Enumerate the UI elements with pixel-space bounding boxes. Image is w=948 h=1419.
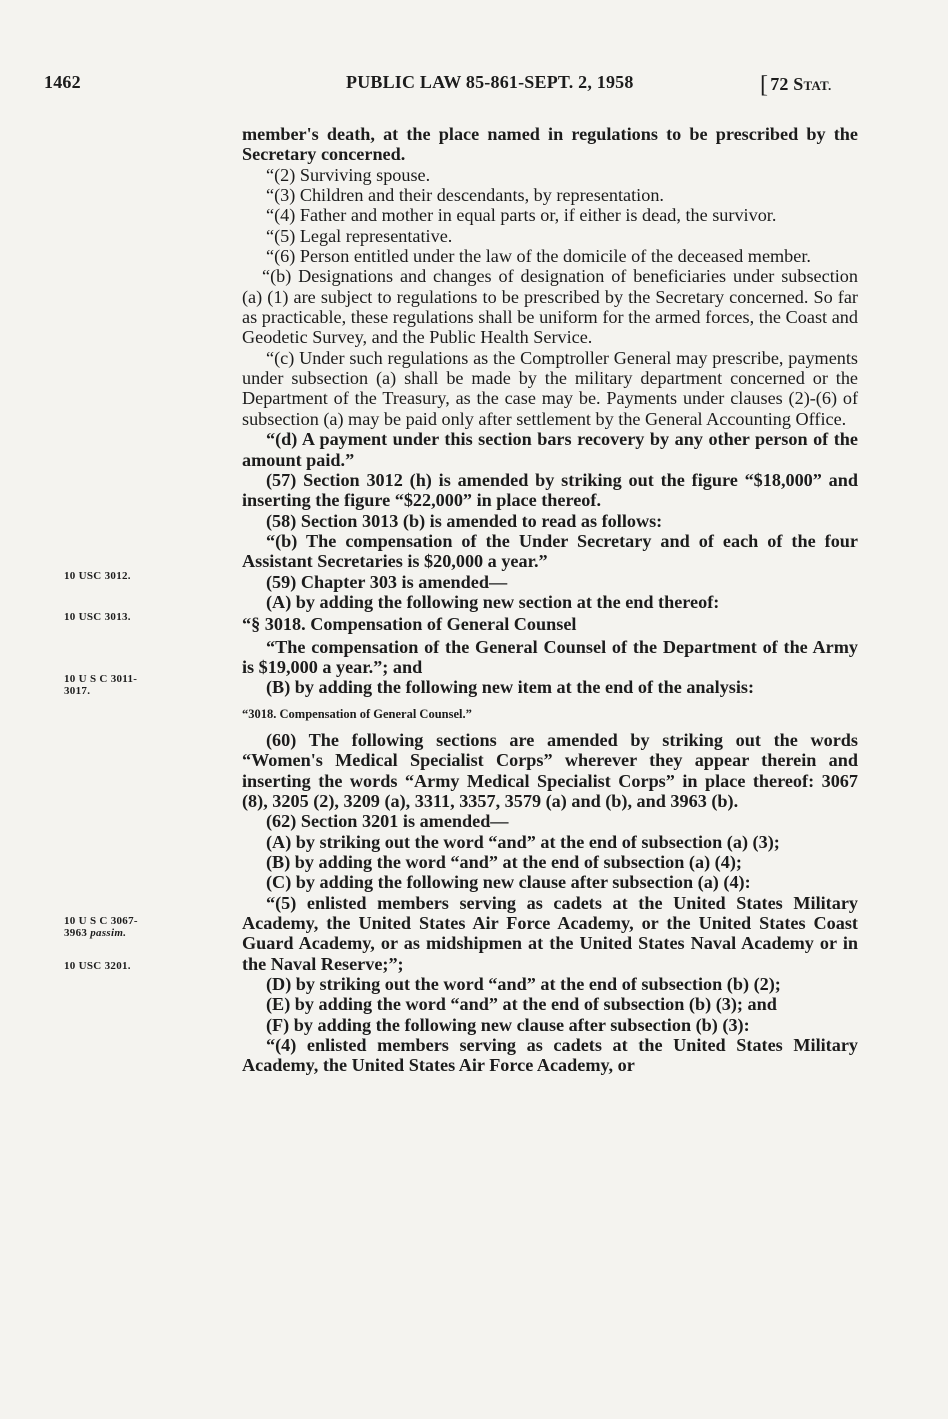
paragraph: “(6) Person entitled under the law of the domicile of the deceased member. <box>266 246 811 267</box>
paragraph: “(d) A payment under this section bars recovery by any other person of the amount paid.” <box>242 429 858 470</box>
margin-note <box>64 915 138 939</box>
paragraph: “(b) The compensation of the Under Secretary and of each of the four Assistant Secretaries is $20,000 a year.” <box>242 530 858 572</box>
paragraph: (B) by adding the following new item at the end of the analysis: <box>266 677 755 698</box>
paragraph: (C) by adding the following new clause after subsection (a) (4): <box>266 872 751 893</box>
margin-note-line: 10 U S C 3011- <box>64 673 138 685</box>
paragraph: “(5) Legal representative. <box>266 225 453 246</box>
statute-reference <box>760 72 831 99</box>
paragraph: “(2) Surviving spouse. <box>266 164 431 185</box>
page-body <box>242 124 858 1076</box>
paragraph: (58) Section 3013 (b) is amended to read as follows: <box>266 510 663 531</box>
margin-note-part: passim. <box>90 927 127 939</box>
paragraph: (60) The following sections are amended by striking out the words “Women's Medical Specialist Corps” wherever they appear therein and inserting the words “Army Medical Specialist Corps” in place thereof: 3067 (8), 3205 (2), 3209 (a), 3311, 3357, 3579 (a) and (b), and 3963 (b). <box>242 729 858 811</box>
margin-note: 10 USC 3013. <box>64 611 131 623</box>
statute-suffix: TAT. <box>803 78 832 93</box>
section-heading: “§ 3018. Compensation of General Counsel <box>242 614 577 635</box>
paragraph: member's death, at the place named in regulations to be prescribed by the Secretary concerned. <box>242 124 858 165</box>
paragraph: “(c) Under such regulations as the Comptroller General may prescribe, payments under subsection (a) shall be made by the military department concerned or the Department of the Treasury, as the case may be. Payments under clauses (2)-(6) of subsection (a) may be paid only after settlement by the General Accounting Office. <box>242 347 858 429</box>
paragraph: (F) by adding the following new clause after subsection (b) (3): <box>266 1014 750 1035</box>
paragraph: (B) by adding the word “and” at the end of subsection (a) (4); <box>266 852 742 873</box>
paragraph: “(4) Father and mother in equal parts or, if either is dead, the survivor. <box>266 205 777 226</box>
paragraph: (E) by adding the word “and” at the end of subsection (b) (3); and <box>266 994 777 1015</box>
paragraph: “(5) enlisted members serving as cadets at the United States Military Academy, the United States Air Force Academy, or the United States Coast Guard Academy, or as midshipmen at the United States Naval Academy or in the Naval Reserve;”; <box>242 892 858 974</box>
paragraph: (A) by adding the following new section at the end thereof: <box>266 591 720 612</box>
paragraph: “(b) Designations and changes of designation of beneficiaries under subsection (a) (1) are subject to regulations to be prescribed by the Secretary concerned. So far as practicable, these regulations shall be uniform for the armed forces, the Coast and Geodetic Survey, and the Public Health Service. <box>242 266 858 348</box>
paragraph: (62) Section 3201 is amended— <box>266 811 509 832</box>
statute-bracket: [ <box>760 72 769 98</box>
paragraph: (57) Section 3012 (h) is amended by striking out the figure “$18,000” and inserting the figure “$22,000” in place thereof. <box>242 469 858 511</box>
analysis-item: “3018. Compensation of General Counsel.” <box>242 706 472 721</box>
running-title: PUBLIC LAW 85-861-SEPT. 2, 1958 <box>346 72 634 92</box>
paragraph: “(4) enlisted members serving as cadets at the United States Military Academy, the United States Air Force Academy, or <box>242 1035 858 1076</box>
paragraph: (59) Chapter 303 is amended— <box>266 571 508 592</box>
statute-prefix: 72 S <box>770 74 804 94</box>
margin-note-part: 3963 <box>64 927 91 939</box>
paragraph: (A) by striking out the word “and” at the end of subsection (a) (3); <box>266 831 780 852</box>
margin-note-line <box>64 927 138 939</box>
margin-note: 10 USC 3012. <box>64 570 131 582</box>
margin-note-line: 3017. <box>64 685 91 697</box>
paragraph: “(3) Children and their descendants, by representation. <box>266 185 664 206</box>
paragraph: (D) by striking out the word “and” at the end of subsection (b) (2); <box>266 974 781 995</box>
margin-note: 10 USC 3201. <box>64 960 131 972</box>
page-number: 1462 <box>44 72 81 92</box>
margin-note <box>64 673 137 697</box>
margin-note-line: 10 U S C 3067- <box>64 915 138 927</box>
paragraph: “The compensation of the General Counsel of the Department of the Army is $19,000 a year.”; and <box>242 636 858 677</box>
